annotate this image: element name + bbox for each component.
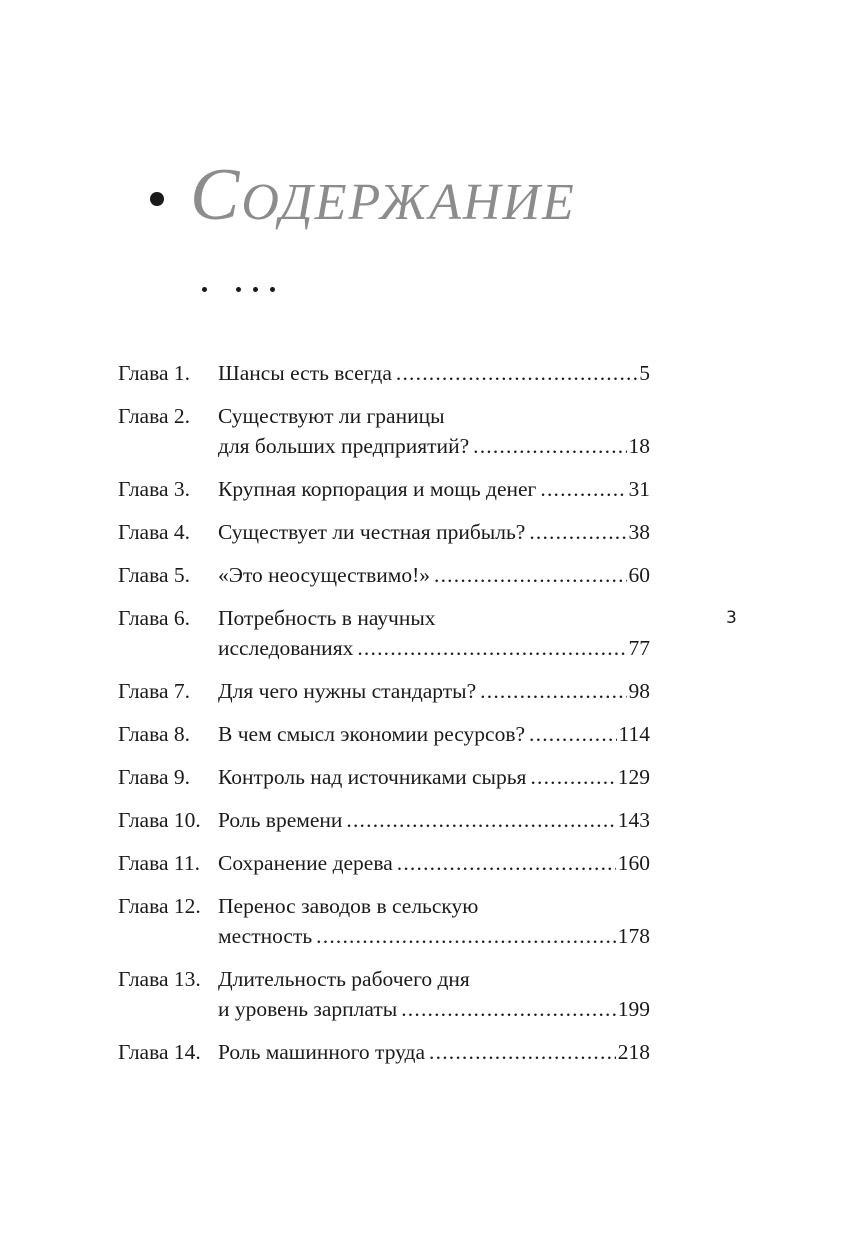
toc-chapter-title [218, 560, 650, 590]
toc-chapter-title [218, 964, 650, 1024]
toc-title-last-line [218, 762, 650, 792]
dot-leader [529, 719, 617, 749]
dot-leader [473, 431, 626, 461]
toc-title-text: местность [218, 924, 313, 948]
dot-leader [434, 560, 626, 590]
toc-chapter-label: Глава 9. [118, 765, 190, 789]
toc-title-line: Перенос заводов в сельскую [218, 894, 479, 918]
toc-chapter-title [218, 358, 650, 388]
title-ornament-dots [202, 287, 287, 292]
toc-title-text: Роль времени [218, 808, 343, 832]
ornament-dot-icon [270, 287, 275, 292]
toc-title-last-line [218, 719, 650, 749]
ornament-dot-icon [202, 287, 207, 292]
toc-entry[interactable] [118, 848, 650, 878]
toc-chapter-label: Глава 5. [118, 563, 190, 587]
dot-leader [397, 848, 616, 878]
toc-chapter-label: Глава 4. [118, 520, 190, 544]
toc-title-text: В чем смысл экономии ресурсов? [218, 722, 526, 746]
page-title: Содержание [190, 154, 576, 236]
toc-entry[interactable] [118, 676, 650, 706]
toc-entry[interactable] [118, 964, 650, 1024]
toc-title-last-line [218, 1037, 650, 1067]
toc-title-text: Крупная корпорация и мощь денег [218, 477, 537, 501]
toc-chapter-label: Глава 11. [118, 851, 200, 875]
toc-title-text: для больших предприятий? [218, 434, 470, 458]
ornament-dot-icon [253, 287, 258, 292]
toc-entry[interactable] [118, 603, 650, 663]
toc-chapter-label: Глава 3. [118, 477, 190, 501]
toc-page-number: 98 [628, 679, 650, 703]
toc-chapter-label: Глава 1. [118, 361, 190, 385]
toc-page-number: 160 [617, 851, 650, 875]
toc-title-text: Шансы есть всегда [218, 361, 392, 385]
toc-chapter-label: Глава 10. [118, 808, 201, 832]
toc-page-number: 77 [628, 636, 650, 660]
dot-leader [480, 676, 626, 706]
dot-leader [316, 921, 616, 951]
toc-title-text: Для чего нужны стандарты? [218, 679, 477, 703]
toc-title-text: Сохранение дерева [218, 851, 393, 875]
toc-title-last-line [218, 431, 650, 461]
toc-entry[interactable] [118, 719, 650, 749]
title-bullet-icon [150, 192, 164, 206]
toc-page-number: 38 [628, 520, 650, 544]
toc-title-line: Существуют ли границы [218, 404, 445, 428]
toc-chapter-label: Глава 2. [118, 404, 190, 428]
toc-chapter-label: Глава 6. [118, 606, 190, 630]
toc-title-last-line [218, 921, 650, 951]
toc-title-text: исследованиях [218, 636, 354, 660]
toc-chapter-title [218, 762, 650, 792]
toc-page-number: 114 [618, 722, 650, 746]
toc-title-last-line [218, 848, 650, 878]
toc-chapter-title [218, 401, 650, 461]
page-title-row [150, 150, 576, 240]
toc-title-text: «Это неосуществимо!» [218, 563, 431, 587]
toc-chapter-title [218, 517, 650, 547]
dot-leader [530, 762, 615, 792]
toc-entry[interactable] [118, 805, 650, 835]
dot-leader [396, 358, 637, 388]
toc-chapter-label: Глава 8. [118, 722, 190, 746]
toc-title-last-line [218, 517, 650, 547]
toc-title-text: и уровень зарплаты [218, 997, 398, 1021]
toc-chapter-title [218, 891, 650, 951]
toc-page-number: 31 [628, 477, 650, 501]
toc-page-number: 5 [639, 361, 650, 385]
toc-title-text: Роль машинного труда [218, 1040, 426, 1064]
toc-page-number: 143 [617, 808, 650, 832]
toc-chapter-title [218, 1037, 650, 1067]
toc-entry[interactable] [118, 560, 650, 590]
page-number: 3 [726, 608, 737, 628]
dot-leader [357, 633, 626, 663]
toc-chapter-label: Глава 7. [118, 679, 190, 703]
toc-title-text: Существует ли честная прибыль? [218, 520, 526, 544]
toc-entry[interactable] [118, 1037, 650, 1067]
dot-leader [429, 1037, 616, 1067]
toc-title-last-line [218, 358, 650, 388]
toc-page-number: 60 [628, 563, 650, 587]
dot-leader [401, 994, 616, 1024]
dot-leader [540, 474, 626, 504]
toc-title-text: Контроль над источниками сырья [218, 765, 527, 789]
table-of-contents [118, 358, 650, 1080]
toc-chapter-label: Глава 12. [118, 894, 201, 918]
toc-title-last-line [218, 560, 650, 590]
toc-title-last-line [218, 474, 650, 504]
toc-page-number: 178 [617, 924, 650, 948]
toc-chapter-title [218, 603, 650, 663]
toc-page-number: 199 [617, 997, 650, 1021]
toc-entry[interactable] [118, 358, 650, 388]
toc-title-last-line [218, 676, 650, 706]
toc-chapter-title [218, 719, 650, 749]
ornament-dot-icon [236, 287, 241, 292]
toc-chapter-title [218, 474, 650, 504]
toc-chapter-title [218, 805, 650, 835]
toc-title-last-line [218, 633, 650, 663]
toc-chapter-title [218, 676, 650, 706]
toc-page-number: 129 [617, 765, 650, 789]
toc-title-line: Длительность рабочего дня [218, 967, 470, 991]
toc-entry[interactable] [118, 762, 650, 792]
toc-entry[interactable] [118, 474, 650, 504]
toc-entry[interactable] [118, 401, 650, 461]
dot-leader [529, 517, 626, 547]
toc-page-number: 18 [628, 434, 650, 458]
dot-leader [346, 805, 615, 835]
toc-title-last-line [218, 805, 650, 835]
toc-page-number: 218 [617, 1040, 650, 1064]
toc-entry[interactable] [118, 891, 650, 951]
toc-chapter-label: Глава 14. [118, 1040, 201, 1064]
toc-chapter-label: Глава 13. [118, 967, 201, 991]
toc-title-last-line [218, 994, 650, 1024]
toc-chapter-title [218, 848, 650, 878]
toc-title-line: Потребность в научных [218, 606, 436, 630]
toc-entry[interactable] [118, 517, 650, 547]
